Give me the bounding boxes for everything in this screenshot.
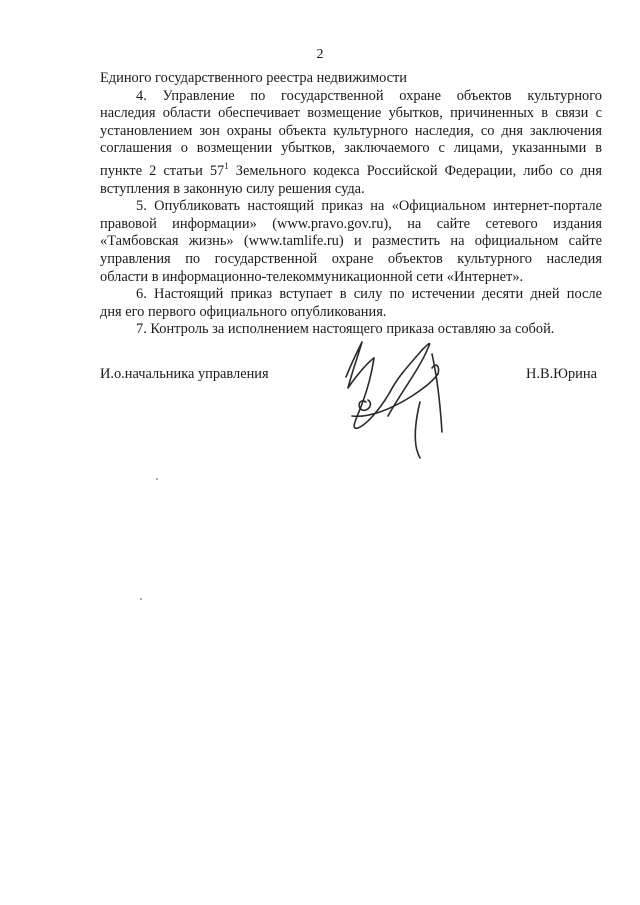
signatory-name: Н.В.Юрина bbox=[526, 366, 597, 382]
paragraph-5 bbox=[100, 198, 602, 286]
paragraph-5-line: области в информационно-телекоммуникационной сети «Интернет». bbox=[100, 268, 524, 285]
scan-speck bbox=[140, 598, 142, 600]
paragraph-5-line: 5. Опубликовать настоящий приказ на «Официальном интернет-портале bbox=[136, 198, 602, 215]
paragraph-4-line: установлением зон охраны объекта культурного наследия, со дня заключения bbox=[100, 122, 602, 139]
paragraph-6 bbox=[100, 286, 602, 321]
paragraph-4-line: соглашения о возмещении убытков, заключаемого с лицами, указанными в bbox=[100, 140, 602, 157]
paragraph-5-line: правовой информации» (www.pravo.gov.ru), на сайте сетевого издания bbox=[100, 215, 602, 232]
paragraph-6-line: 6. Настоящий приказ вступает в силу по истечении десяти дней после bbox=[136, 286, 602, 303]
article-ref: пункте 2 статьи 57 bbox=[100, 162, 225, 179]
scan-speck bbox=[156, 478, 158, 480]
paragraph-registry-tail: Единого государственного реестра недвижимости bbox=[100, 70, 408, 86]
page-number: 2 bbox=[316, 47, 324, 62]
paragraph-4-line-5 bbox=[100, 158, 602, 181]
paragraph-4-line: вступления в законную силу решения суда. bbox=[100, 180, 365, 197]
paragraph-5-line: управления по государственной охране объектов культурного наследия bbox=[100, 250, 602, 267]
paragraph-4-line: наследия области обеспечивает возмещение убытков, причиненных в связи с bbox=[100, 105, 602, 122]
article-ref-tail: Земельного кодекса Российской Федерации, либо со дня bbox=[228, 162, 602, 179]
paragraph-4 bbox=[100, 88, 602, 199]
paragraph-7: 7. Контроль за исполнением настоящего приказа оставляю за собой. bbox=[136, 321, 555, 338]
signatory-title: И.о.начальника управления bbox=[100, 366, 269, 382]
article-superscript: 1 bbox=[224, 160, 229, 171]
handwritten-signature bbox=[328, 332, 488, 462]
paragraph-6-line: дня его первого официального опубликования. bbox=[100, 303, 387, 320]
paragraph-5-line: «Тамбовская жизнь» (www.tamlife.ru) и разместить на официальном сайте bbox=[100, 233, 602, 250]
document-body bbox=[100, 70, 602, 339]
paragraph-4-line: 4. Управление по государственной охране объектов культурного bbox=[136, 87, 602, 104]
